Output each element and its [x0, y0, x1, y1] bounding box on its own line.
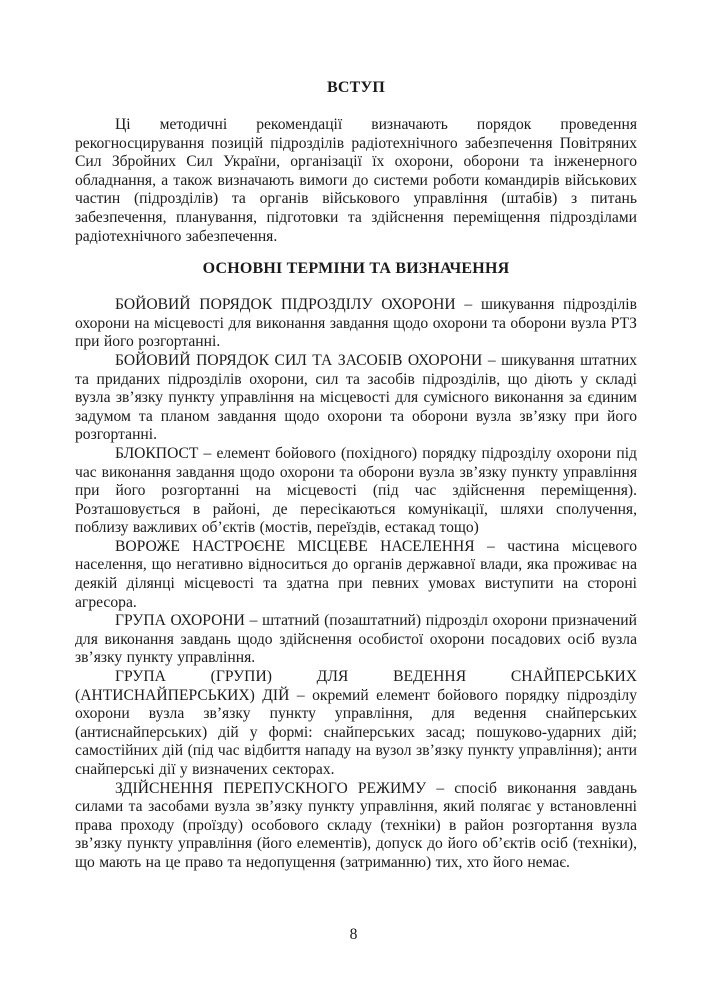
- section-heading-terms: ОСНОВНІ ТЕРМІНИ ТА ВИЗНАЧЕННЯ: [202, 260, 510, 278]
- term-paragraph-boyovyi-poryadok-syl: БОЙОВИЙ ПОРЯДОК СИЛ ТА ЗАСОБІВ ОХОРОНИ – шикування штатних та приданих підрозділів охорони, сил та засобів підрозділів, що діють у складі вузла зв’язку пункту управління на місцевості для сумісного виконання за єдиним задумом та планом завдання щодо охорони та оборони вузла зв’язку при його розгортанні.: [75, 351, 637, 444]
- term-paragraph-hrupa-okhorony: ГРУПА ОХОРОНИ – штатний (позаштатний) підрозділ охорони призначений для виконання завдань щодо здійснення особистої охорони посадових осіб вузла зв’язку пункту управління.: [75, 612, 637, 667]
- intro-paragraph: Ці методичні рекомендації визначають порядок проведення рекогносцирування позицій підрозділів радіотехнічного забезпечення Повітряних Сил Збройних Сил України, організації їх охорони, оборони та інженерного обладнання, а також визначають вимоги до системи роботи командирів військових частин (підрозділів) та органів військового управління (штабів) з питань забезпечення, планування, підготовки та здійснення переміщення підрозділами радіотехнічного забезпечення.: [75, 116, 637, 245]
- term-paragraph-boyovyi-poryadok-pidrozdilu: БОЙОВИЙ ПОРЯДОК ПІДРОЗДІЛУ ОХОРОНИ – шикування підрозділів охорони на місцевості для виконання завдання щодо охорони та оборони вузла РТЗ при його розгортанні.: [75, 296, 637, 351]
- page-number: 8: [349, 926, 358, 943]
- term-paragraph-vorozhe-naselennya: ВОРОЖЕ НАСТРОЄНЕ МІСЦЕВЕ НАСЕЛЕННЯ – частина місцевого населення, що негативно відноситься до органів державної влади, яка проживає на деякій ділянці місцевості та здатна при певних умовах виступити на стороні агресора.: [75, 537, 637, 611]
- document-content: [75, 79, 637, 873]
- term-paragraph-hrupa-snaiperskykh-diy: ГРУПА (ГРУПИ) ДЛЯ ВЕДЕННЯ СНАЙПЕРСЬКИХ (АНТИСНАЙПЕРСЬКИХ) ДІЙ – окремий елемент бойового порядку підрозділу охорони вузла зв’язку пункту управління, для ведення снайперських (антиснайперських) дій у формі: снайперських засад; пошуково-ударних дій; самостійних дій (під час відбиття нападу на вузол зв’язку пункту управління); анти снайперські дії у визначених секторах.: [75, 668, 637, 778]
- term-paragraph-perepusknyi-rezhym: ЗДІЙСНЕННЯ ПЕРЕПУСКНОГО РЕЖИМУ – спосіб виконання завдань силами та засобами вузла зв’язку пункту управління, який полягає у встановленні права проходу (проїзду) особового складу (техніки) в район розгортання вузла зв’язку пункту управління (його елементів), допуск до його об’єктів осіб (техніки), що мають на це право та недопущення (затриманню) тих, хто його немає.: [75, 779, 637, 871]
- term-paragraph-blokpost: БЛОКПОСТ – елемент бойового (похідного) порядку підрозділу охорони під час виконання завдання щодо охорони та оборони вузла зв’язку пункту управління при його розгортанні на місцевості (під час здійснення переміщення). Розташовується в районі, де пересікаються комунікації, шляхи сполучення, поблизу важливих об’єктів (мостів, переїздів, естакад тощо): [75, 444, 637, 537]
- section-heading-vstup: ВСТУП: [326, 79, 386, 96]
